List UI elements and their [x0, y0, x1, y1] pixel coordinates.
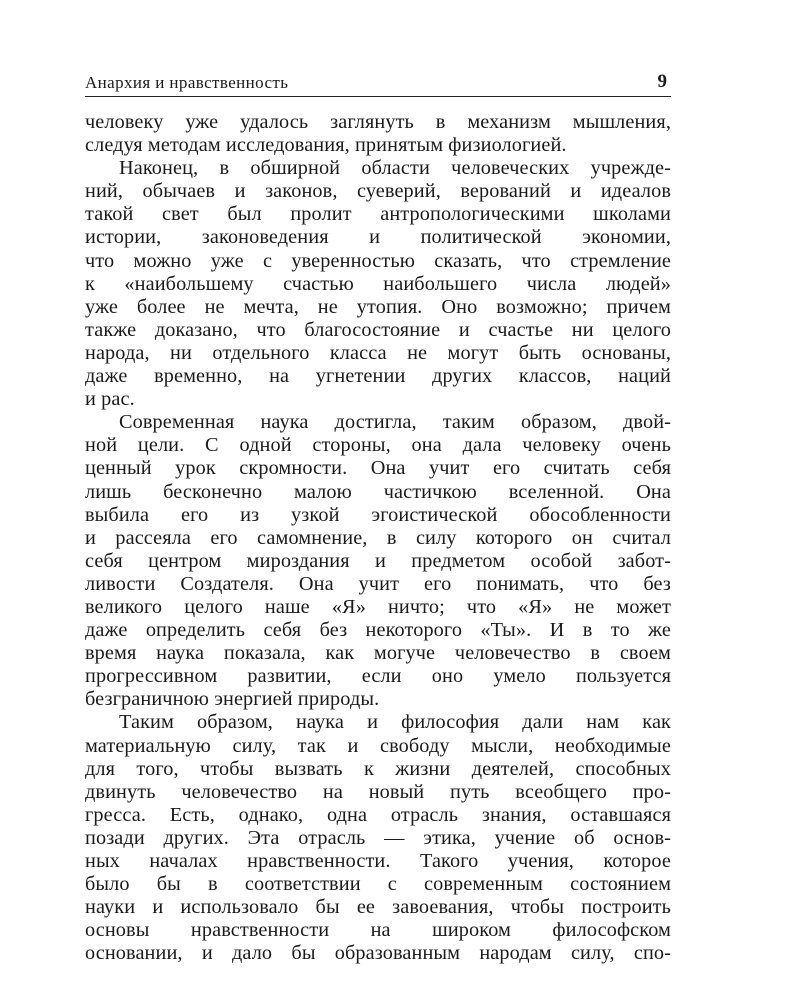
- text-line: гресса. Есть, однако, одна отрасль знания, оставшаяся: [85, 803, 671, 826]
- text-line: ценный урок скромности. Она учит его считать себя: [85, 457, 671, 480]
- text-line: Таким образом, наука и философия дали нам как: [119, 711, 671, 734]
- text-line: ливости Создателя. Она учит его понимать, что без: [85, 572, 671, 595]
- text-line: истории, законоведения и политической экономии,: [85, 226, 671, 249]
- text-line: ний, обычаев и законов, суеверий, верований и идеалов: [85, 180, 671, 203]
- text-line: основы нравственности на широком философском: [85, 919, 671, 942]
- text-line: лишь бесконечно малою частичкою вселенной. Она: [85, 480, 671, 503]
- body-text: [85, 111, 671, 965]
- text-line: ной цели. С одной стороны, она дала человеку очень: [85, 434, 671, 457]
- text-line: себя центром мироздания и предметом особой забот-: [85, 549, 671, 572]
- running-title: Анархия и нравственность: [85, 73, 289, 92]
- text-line: время наука показала, как могуче человечество в своем: [85, 642, 671, 665]
- text-line: такой свет был пролит антропологическими школами: [85, 203, 671, 226]
- text-line: даже временно, на угнетении других классов, наций: [85, 365, 671, 388]
- text-line: что можно уже с уверенностью сказать, что стремление: [85, 249, 671, 272]
- text-line: безграничною энергией природы.: [85, 688, 380, 711]
- text-line: Современная наука достигла, таким образом, двой-: [119, 411, 671, 434]
- text-line: даже определить себя без некоторого «Ты». И в то же: [85, 619, 671, 642]
- text-line: Наконец, в обширной области человеческих учрежде-: [119, 157, 671, 180]
- text-line: и рассеяла его самомнение, в силу которого он считал: [85, 526, 671, 549]
- text-line: народа, ни отдельного класса не могут быть основаны,: [85, 341, 671, 364]
- text-line: было бы в соответствии с современным состоянием: [85, 873, 671, 896]
- text-line: науки и использовало бы ее завоевания, чтобы построить: [85, 896, 671, 919]
- book-page: [85, 70, 671, 965]
- text-line: и рас.: [85, 388, 135, 411]
- text-line: человеку уже удалось заглянуть в механизм мышления,: [85, 111, 671, 133]
- text-line: для того, чтобы вызвать к жизни деятелей, способных: [85, 757, 671, 780]
- text-line: великого целого наше «Я» ничто; что «Я» не может: [85, 595, 671, 618]
- text-line: основании, и дало бы образованным народам силу, спо-: [85, 942, 671, 965]
- text-line: материальную силу, так и свободу мысли, необходимые: [85, 734, 671, 757]
- text-line: двинуть человечество на новый путь всеобщего про-: [85, 780, 671, 803]
- text-line: выбила его из узкой эгоистической обособленности: [85, 503, 671, 526]
- text-line: уже более не мечта, не утопия. Оно возможно; причем: [85, 295, 671, 318]
- text-line: следуя методам исследования, принятым физиологией.: [85, 134, 567, 157]
- running-header: [85, 70, 671, 97]
- text-line: также доказано, что благосостояние и счастье ни целого: [85, 318, 671, 341]
- text-line: позади других. Эта отрасль — этика, учение об основ-: [85, 826, 671, 849]
- text-line: прогрессивном развитии, если оно умело пользуется: [85, 665, 671, 688]
- text-line: к «наибольшему счастью наибольшего числа людей»: [85, 272, 671, 295]
- page-number: 9: [657, 71, 667, 92]
- text-line: ных началах нравственности. Такого учения, которое: [85, 850, 671, 872]
